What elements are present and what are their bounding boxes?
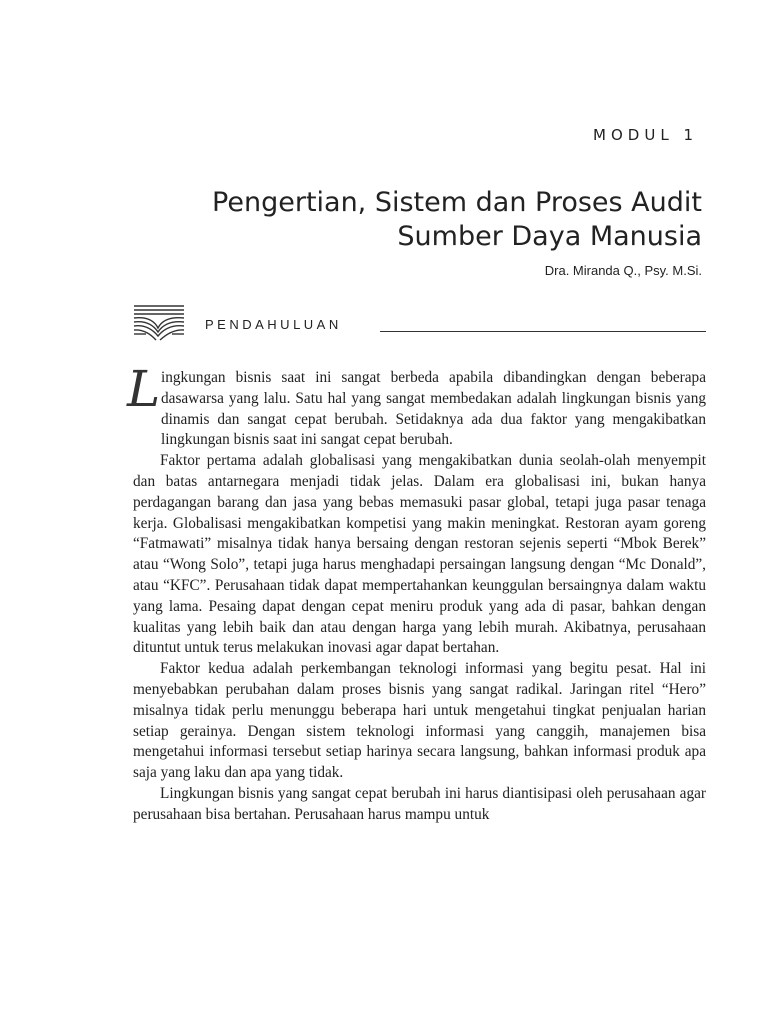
paragraph-2: Faktor pertama adalah globalisasi yang mengakibatkan dunia seolah-olah menyempit dan batas antarnegara menjadi tidak jelas. Dalam era globalisasi ini, bukan hanya perdagangan barang dan jasa yang bebas memasuki pasar global, tetapi juga pasar tenaga kerja. Globalisasi mengakibatkan kompetisi yang makin meningkat. Restoran ayam goreng “Fatmawati” misalnya tidak hanya bersaing dengan restoran sejenis seperti “Mbok Berek” atau “Wong Solo”, tetapi juga harus menghadapi persaingan langsung dengan “Mc Donald”, atau “KFC”. Perusahaan tidak dapat mempertahankan keunggulan bersaingnya dalam waktu yang lama. Pesaing dapat dengan cepat meniru produk yang ada di pasar, bahkan dengan kualitas yang lebih baik dan atau dengan harga yang lebih murah. Akibatnya, perusahaan dituntut untuk terus melakukan inovasi agar dapat bertahan. — [133, 452, 706, 657]
drop-cap: L — [127, 360, 161, 418]
decorative-book-icon — [132, 302, 186, 342]
title-line-1: Pengertian, Sistem dan Proses Audit — [212, 187, 702, 219]
paragraph-3: Faktor kedua adalah perkembangan teknologi informasi yang begitu pesat. Hal ini menyebabkan perubahan dalam proses bisnis yang sangat radikal. Jaringan ritel “Hero” misalnya tidak perlu menunggu beberapa hari untuk mengetahui tingkat penjualan harian setiap gerainya. Dengan sistem teknologi informasi yang canggih, manajemen bisa mengetahui informasi tersebut setiap harinya secara langsung, bahkan informasi produk apa saja yang laku dan apa yang tidak. — [133, 660, 706, 782]
module-label: MODUL 1 — [593, 126, 698, 144]
section-divider — [380, 331, 706, 332]
section-heading: PENDAHULUAN — [205, 317, 342, 332]
page-title — [102, 186, 702, 254]
body-text — [127, 360, 706, 826]
paragraph-1-text: ingkungan bisnis saat ini sangat berbeda apabila dibandingkan dengan beberapa dasawarsa yang lalu. Satu hal yang sangat membedakan adalah lingkungan bisnis yang dinamis dan sangat cepat berubah. Setidaknya ada dua faktor yang mengakibatkan lingkungan bisnis saat ini sangat cepat berubah. — [161, 369, 706, 449]
paragraph-1 — [127, 360, 706, 451]
author-name: Dra. Miranda Q., Psy. M.Si. — [544, 263, 702, 278]
paragraph-4: Lingkungan bisnis yang sangat cepat berubah ini harus diantisipasi oleh perusahaan agar perusahaan bisa bertahan. Perusahaan harus mampu untuk — [133, 784, 706, 823]
title-line-2: Sumber Daya Manusia — [397, 221, 702, 253]
